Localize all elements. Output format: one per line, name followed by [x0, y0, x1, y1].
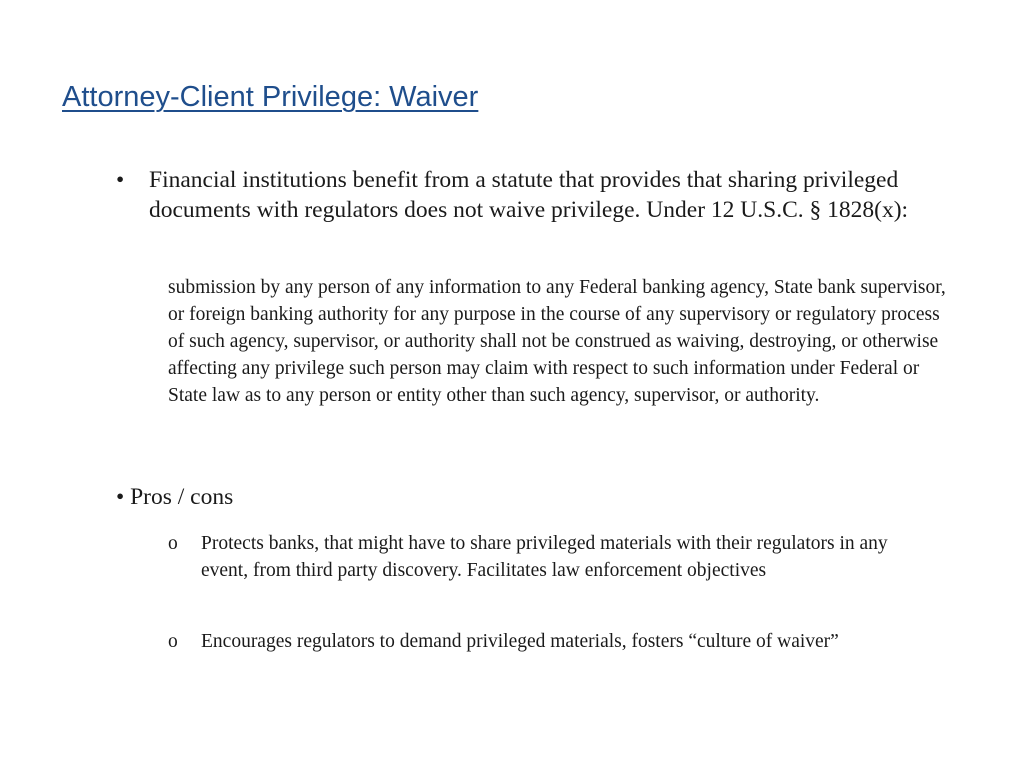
bullet-marker: •	[116, 484, 125, 510]
statute-quote: submission by any person of any information to any Federal banking agency, State bank supervisor, or foreign banking authority for any purpose in the course of any supervisory or regulatory process of such agency, supervisor, or authority shall not be construed as waiving, destroying, or otherwise affecting any privilege such person may claim with respect to such information under Federal or State law as to any person or entity other than such agency, supervisor, or authority.	[168, 277, 946, 406]
bullet-text: Financial institutions benefit from a statute that provides that sharing privileged documents with regulators does not waive privilege. Under 12 U.S.C. § 1828(x):	[149, 167, 909, 223]
bullet-marker: •	[116, 167, 125, 193]
bullet-text: Pros / cons	[130, 484, 234, 510]
sub-bullet-text: Encourages regulators to demand privileged materials, fosters “culture of waiver”	[201, 631, 839, 652]
sub-bullet-marker: o	[168, 533, 178, 554]
sub-bullet-text: Protects banks, that might have to share privileged materials with their regulators in any event, from third party discovery. Facilitates law enforcement objectives	[201, 533, 888, 581]
bullet-pros-cons	[116, 482, 233, 512]
sub-bullet-marker: o	[168, 631, 178, 652]
slide-title: Attorney-Client Privilege: Waiver	[62, 81, 479, 113]
